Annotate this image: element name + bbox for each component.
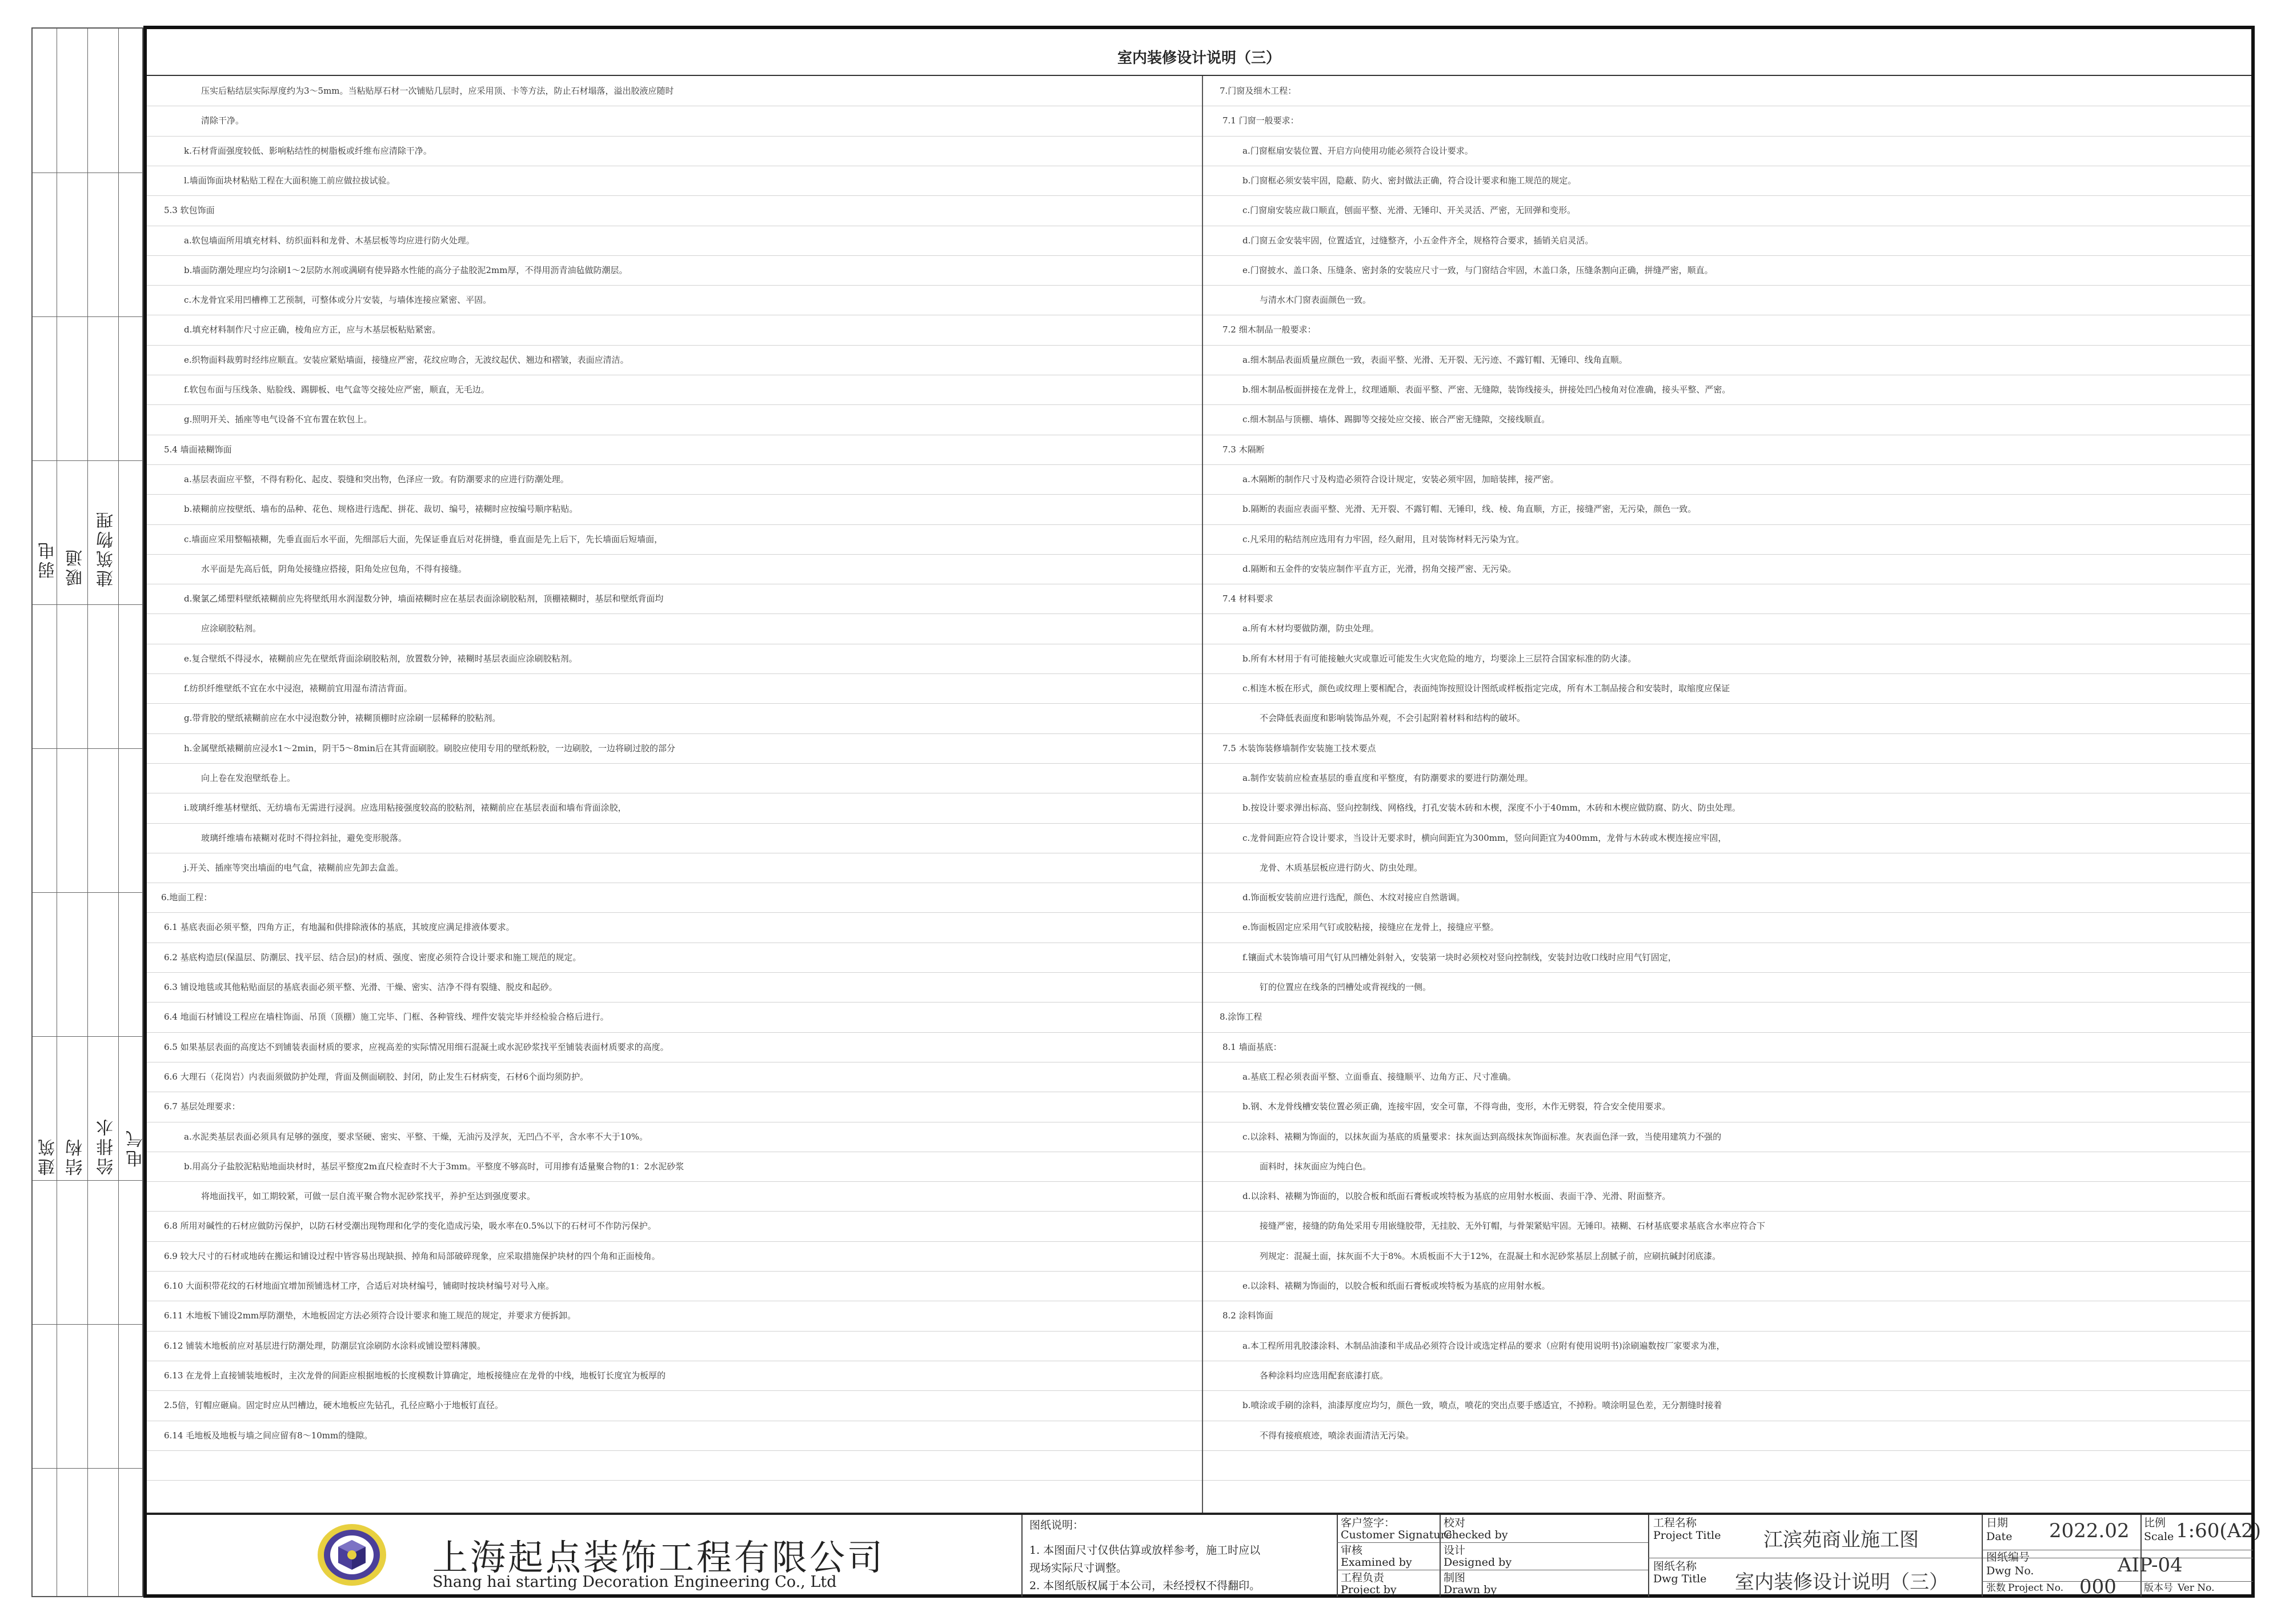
spec-right-line: 钉的位置应在线条的凹槽处或背视线的一侧。 <box>1260 982 1432 992</box>
spec-right-line: 与清水木门窗表面颜色一致。 <box>1260 295 1372 306</box>
checked-label-en: Checked by <box>1444 1529 1508 1541</box>
spec-right-line: 龙骨、木质基层板应进行防火、防虫处理。 <box>1260 862 1423 873</box>
dwg-title-label-cn: 图纸名称 <box>1653 1560 1697 1573</box>
spec-right-line: 不得有接痕痕迹，喷涂表面清洁无污染。 <box>1260 1430 1414 1441</box>
dwg-no-value: AIP-04 <box>2118 1554 2183 1577</box>
scale-label-en: Scale <box>2144 1530 2174 1543</box>
stamp-label-weak-current: 弱电 <box>38 540 58 579</box>
spec-left-line: d.填充材料制作尺寸应正确，棱角应方正，应与木基层板粘贴紧密。 <box>184 324 441 335</box>
spec-right-line: c.细木制品与顶棚、墙体、踢脚等交接处应交接、嵌合严密无缝隙，交接线顺直。 <box>1242 414 1550 425</box>
note-line-3: 2. 本图纸版权属于本公司，未经授权不得翻印。 <box>1029 1579 1261 1592</box>
project-no-label-en: Project No. <box>2008 1582 2064 1594</box>
spec-right-line: a.细木制品表面质量应颜色一致，表面平整、光滑、无开裂、无污迹、不露钉帽、无锤印、线角直顺。 <box>1242 354 1627 365</box>
spec-right-line: c.以涂料、裱糊为饰面的，以抹灰面为基底的质量要求：抹灰面达到高级抹灰饰面标准。灰表面色泽一致，当使用建筑力不强的 <box>1242 1131 1722 1142</box>
spec-left-line: a.水泥类基层表面必须具有足够的强度，要求坚硬、密实、平整、干燥，无油污及浮灰，无凹凸不平，含水率不大于10%。 <box>184 1131 648 1142</box>
designed-label-cn: 设计 <box>1444 1544 1466 1557</box>
spec-left-line: 6.12 铺装木地板前应对基层进行防潮处理，防潮层宜涂刷防水涂料或铺设塑料薄膜。 <box>164 1340 486 1351</box>
spec-left-line: k.石材背面强度较低、影响粘结性的树脂板或纤维布应清除干净。 <box>184 145 432 156</box>
note-line-1: 1. 本图面尺寸仅供估算或放样参考，施工时应以 <box>1029 1544 1261 1557</box>
designed-label-en: Designed by <box>1444 1556 1512 1569</box>
stamp-label-hvac: 暖通 <box>66 547 86 586</box>
scale-label-cn: 比例 <box>2144 1517 2166 1529</box>
stamp-label-electrical: 电气 <box>126 1128 146 1167</box>
spec-right-line: b.细木制品板面拼接在龙骨上，纹理通顺、表面平整、严密、无缝隙，装饰线接头，拼接处凹凸棱角对位准确，接头平整、严密。 <box>1242 384 1731 395</box>
title-block <box>147 1513 2262 1598</box>
spec-right-line: d.隔断和五金件的安装应制作平直方正，光滑，拐角交接严密、无污染。 <box>1242 563 1517 574</box>
spec-left-line: 6.8 所用对碱性的石材应做防污保护，以防石材受潮出现物理和化学的变化造成污染，吸水率在0.5%以下的石材可不作防污保护。 <box>164 1221 656 1232</box>
spec-left-line: a.软包墙面所用填充材料、纺织面料和龙骨、木基层板等均应进行防火处理。 <box>184 235 475 246</box>
stamp-label-architecture: 建筑 <box>38 1137 58 1176</box>
spec-right-line: 8.1 墙面基底： <box>1222 1041 1282 1052</box>
spec-right-line: e.门窗披水、盖口条、压缝条、密封条的安装应尺寸一致，与门窗结合牢固，木盖口条，压缝条割向正确，拼缝严密，顺直。 <box>1242 264 1713 275</box>
spec-left-line: 6.1 基底表面必须平整，四角方正，有地漏和供排除液体的基底，其坡度应满足排液体要求。 <box>164 922 515 933</box>
spec-left-line: g.照明开关、插座等电气设备不宜布置在软包上。 <box>184 414 372 425</box>
spec-right-line: 7.3 木隔断 <box>1222 444 1265 455</box>
spec-left-line: 水平面是先高后低，阴角处接缝应搭接，阳角处应包角，不得有接缝。 <box>201 563 467 574</box>
project-by-label-cn: 工程负责 <box>1341 1571 1385 1584</box>
spec-left-line: 2.5倍，钉帽应砸扁。固定时应从凹槽边，硬木地板应先钻孔，孔径应略小于地板钉直径。 <box>164 1400 503 1411</box>
checked-label-cn: 校对 <box>1444 1517 1466 1529</box>
spec-right-line: b.所有木材用于有可能接触火灾或靠近可能发生火灾危险的地方，均要涂上三层符合国家标准的防火漆。 <box>1242 653 1637 664</box>
note-line-2: 现场实际尺寸调整。 <box>1029 1562 1128 1574</box>
spec-right-line: 8.2 涂料饰面 <box>1222 1310 1273 1321</box>
spec-left-line: b.墙面防潮处理应均匀涂刷1～2层防水剂或满刷有使异路水性能的高分子盐胶泥2mm厚，不得用沥青油毡做防潮层。 <box>184 264 628 275</box>
spec-left-line: e.复合壁纸不得浸水，裱糊前应先在壁纸背面涂刷胶粘剂，放置数分钟，裱糊时基层表面应涂刷胶粘剂。 <box>184 653 578 664</box>
project-no-label-cn: 张数 <box>1986 1582 2006 1594</box>
spec-right-line: 7.1 门窗一般要求： <box>1222 115 1299 126</box>
project-title-label-cn: 工程名称 <box>1653 1517 1697 1529</box>
spec-left-line: f.纺织纤维壁纸不宜在水中浸泡，裱糊前宜用湿布清洁背面。 <box>184 683 412 693</box>
examined-label-cn: 审核 <box>1341 1544 1363 1557</box>
scale-value: 1:60(A2) <box>2176 1519 2262 1542</box>
project-title-label-en: Project Title <box>1653 1529 1721 1542</box>
spec-left-line: 6.地面工程： <box>161 892 213 903</box>
spec-left-line: 6.4 地面石材铺设工程应在墙柱饰面、吊顶（顶棚）施工完毕、门框、各种管线、埋件安装完毕并经检验合格后进行。 <box>164 1012 609 1022</box>
company-name-cn: 上海起点装饰工程有限公司 <box>432 1537 885 1578</box>
spec-left-line: f.软包布面与压线条、贴脸线、踢脚板、电气盒等交接处应严密，顺直，无毛边。 <box>184 384 490 395</box>
spec-left-line: 5.3 软包饰面 <box>164 205 215 216</box>
ver-label-cn: 版本号 <box>2144 1582 2173 1594</box>
spec-right-line: 各种涂料均应选用配套底漆打底。 <box>1260 1370 1389 1381</box>
project-by-label-en: Project by <box>1341 1583 1397 1596</box>
spec-right-line: a.木隔断的制作尺寸及构造必须符合设计规定，安装必须牢固，加暗装摔，接严密。 <box>1242 474 1559 484</box>
spec-right-line: 7.5 木装饰装修墙制作安装施工技术要点 <box>1222 743 1376 753</box>
spec-right-line: f.镶面式木装饰墙可用气钉从凹槽处斜射入，安装第一块时必须校对竖向控制线，安装封边收口线时应用气钉固定， <box>1242 952 1677 963</box>
spec-right-line: c.龙骨间距应符合设计要求，当设计无要求时，横向间距宜为300mm，竖向间距宜为400mm，龙骨与木砖或木楔连接应牢固， <box>1242 832 1727 843</box>
stamp-label-structure: 结构 <box>66 1137 86 1176</box>
spec-right-line: c.门窗扇安装应裁口顺直，刨面平整、光滑、无锤印、开关灵活、严密，无回弹和变形。 <box>1242 205 1576 216</box>
sheet-title: 室内装修设计说明（三） <box>1117 50 1281 67</box>
spec-right-line: b.按设计要求弹出标高、竖向控制线、网格线，打孔安装木砖和木楔，深度不小于40mm，木砖和木楔应做防腐、防火、防虫处理。 <box>1242 803 1741 813</box>
spec-left-line: 6.7 基层处理要求： <box>164 1101 240 1112</box>
spec-left-line: i.玻璃纤维基材壁纸、无纺墙布无需进行浸润。应选用粘接强度较高的胶粘剂，裱糊前应在基层表面和墙布背面涂胶， <box>184 803 627 813</box>
spec-left-line: 6.5 如果基层表面的高度达不到铺装表面材质的要求，应视高差的实际情况用细石混凝土或水泥砂浆找平至铺装表面材质要求的高度。 <box>164 1041 669 1052</box>
spec-right-line: 面料时，抹灰面应为纯白色。 <box>1260 1161 1372 1172</box>
date-label-en: Date <box>1986 1530 2013 1543</box>
spec-left-line: b.用高分子盐胶泥粘贴地面块材时，基层平整度2m直尺检查时不大于3mm。平整度不够高时，可用掺有适量聚合物的1：2水泥砂浆 <box>184 1161 684 1172</box>
company-logo-icon <box>316 1523 388 1587</box>
spec-right-line: b.钢、木龙骨线槽安装位置必须正确，连接牢固，安全可靠，不得弯曲，变形，木作无劈裂，符合安全使用要求。 <box>1242 1101 1671 1112</box>
dwg-title-label-en: Dwg Title <box>1653 1573 1707 1585</box>
spec-left-line: a.基层表面应平整，不得有粉化、起皮、裂缝和突出物，色泽应一致。有防潮要求的应进行防潮处理。 <box>184 474 569 484</box>
spec-right-line: a.本工程所用乳胶漆涂料、木制品油漆和半成品必须符合设计或选定样品的要求（应附有使用说明书)涂刷遍数按厂家要求为准， <box>1242 1340 1725 1351</box>
spec-left-line: l.墙面饰面块材粘贴工程在大面积施工前应做拉拔试验。 <box>184 175 395 186</box>
spec-left-line: g.带背胶的壁纸裱糊前应在水中浸泡数分钟，裱糊顶棚时应涂刷一层稀释的胶粘剂。 <box>184 713 501 724</box>
dwg-title-value: 室内装修设计说明（三） <box>1735 1571 1949 1594</box>
spec-left-line: 6.3 铺设地毯或其他粘贴面层的基底表面必须平整、光滑、干燥、密实、洁净不得有裂缝、脱皮和起砂。 <box>164 982 558 992</box>
spec-left-line: d.聚氯乙烯塑料壁纸裱糊前应先将壁纸用水润湿数分钟，墙面裱糊时应在基层表面涂刷胶粘剂，顶棚裱糊时，基层和壁纸背面均 <box>184 594 664 604</box>
notes-header: 图纸说明： <box>1029 1519 1084 1531</box>
spec-right-line: b.喷涂或手刷的涂料，油漆厚度应均匀，颜色一致，喷点，喷花的突出点要手感适宜，不掉粉。喷涂明显色差，无分割缝时接着 <box>1242 1400 1722 1411</box>
spec-left-line: 6.6 大理石（花岗岩）内表面须做防护处理，背面及侧面刷胶、封闭，防止发生石材病变，石材6个面均须防护。 <box>164 1071 589 1082</box>
spec-left-line: j.开关、插座等突出墙面的电气盒，裱糊前应先卸去盒盖。 <box>184 862 404 873</box>
spec-left-line: 向上卷在发泡壁纸卷上。 <box>201 772 296 783</box>
stamp-label-plumbing: 给排水 <box>97 1117 117 1175</box>
project-no-value: 000 <box>2079 1575 2116 1598</box>
spec-left-line: 6.9 较大尺寸的石材或地砖在搬运和铺设过程中皆容易出现缺损、掉角和局部破碎现象，应采取措施保护块材的四个角和正面棱角。 <box>164 1250 660 1261</box>
spec-left-line: 玻璃纤维墙布裱糊对花时不得拉斜扯，避免变形脱落。 <box>201 832 407 843</box>
spec-right-line: 接缝严密，接缝的防角处采用专用嵌缝胶带，无挂胶、无外钉帽，与骨架紧贴牢固。无锤印。裱糊、石材基底要求基底含水率应符合下 <box>1260 1221 1766 1232</box>
spec-right-line: e.以涂料、裱糊为饰面的，以胶合板和纸面石膏板或埃特板为基底的应用射水板。 <box>1242 1281 1550 1291</box>
company-name-en: Shang hai starting Decoration Engineering Co., Ltd <box>432 1573 837 1591</box>
spec-right-line: b.隔断的表面应表面平整、光滑、无开裂、不露钉帽、无锤印，线、棱、角直顺，方正，接缝严密，无污染，颜色一致。 <box>1242 504 1697 515</box>
dwg-no-label-cn: 图纸编号 <box>1986 1551 2030 1563</box>
spec-right-line: e.饰面板固定应采用气钉或胶粘接，接缝应在龙骨上，接缝应平整。 <box>1242 922 1499 933</box>
spec-right-line: 不会降低表面度和影响装饰品外观，不会引起附着材料和结构的破坏。 <box>1260 713 1526 724</box>
spec-left-line: b.裱糊前应按壁纸、墙布的品种、花色、规格进行选配、拼花、裁切、编号，裱糊时应按编号顺序粘贴。 <box>184 504 578 515</box>
ver-label-en: Ver No. <box>2178 1582 2215 1594</box>
spec-left-line: e.织物面料裁剪时经纬应顺直。安装应紧贴墙面，接缝应严密，花纹应吻合，无波纹起伏、翘边和褶皱，表面应清洁。 <box>184 354 629 365</box>
spec-right-line: d.门窗五金安装牢固，位置适宜，过缝整齐，小五金件齐全，规格符合要求，插销关启灵活。 <box>1242 235 1594 246</box>
spec-left-line: 6.10 大面积带花纹的石材地面宜增加预铺选材工序，合适后对块材编号，铺砌时按块材编号对号入座。 <box>164 1281 555 1291</box>
drawn-label-cn: 制图 <box>1444 1571 1466 1584</box>
spec-right-line: d.饰面板安装前应进行选配，颜色、木纹对接应自然谐调。 <box>1242 892 1465 903</box>
spec-left-line: 应涂刷胶粘剂。 <box>201 623 262 634</box>
date-value: 2022.02 <box>2049 1519 2130 1542</box>
spec-right-line: c.相连木板在形式，颜色或纹理上要相配合，表面纯饰按照设计图纸或样板指定完成，所有木工制品接合和安装时，取缩度应保证 <box>1242 683 1730 693</box>
spec-right-line: d.以涂料、裱糊为饰面的，以胶合板和纸面石膏板或埃特板为基底的应用射水板面、表面干净、光滑、附面整齐。 <box>1242 1191 1671 1202</box>
examined-label-en: Examined by <box>1341 1556 1412 1569</box>
spec-right-line: 列规定：混凝土面，抹灰面不大于8%。木质板面不大于12%，在混凝土和水泥砂浆基层上刮腻子前，应刷抗碱封闭底漆。 <box>1260 1250 1721 1261</box>
spec-right-line: 7.门窗及细木工程： <box>1220 86 1297 96</box>
spec-right-line: a.所有木材均要做防潮，防虫处理。 <box>1242 623 1379 634</box>
spec-right-line: c.凡采用的粘结剂应选用有力牢固，经久耐用，且对装饰材料无污染为宜。 <box>1242 534 1525 544</box>
spec-left-line: c.墙面应采用整幅裱糊，先垂直面后水平面，先细部后大面，先保证垂直后对花拼缝，垂直面是先上后下，先长墙面后短墙面， <box>184 534 663 544</box>
approval-stamp-column <box>31 27 146 1597</box>
spec-left-line: 将地面找平，如工期较紧，可做一层自流平聚合物水泥砂浆找平，养护至达到强度要求。 <box>201 1191 536 1202</box>
spec-left-line: 5.4 墙面裱糊饰面 <box>164 444 232 455</box>
spec-left-line: 6.2 基底构造层(保温层、防潮层、找平层、结合层)的材质、强度、密度必须符合设计要求和施工规范的规定。 <box>164 952 582 963</box>
drawing-frame <box>143 26 2262 1598</box>
spec-right-line: b.门窗框必须安装牢固，隐蔽、防火、密封做法正确，符合设计要求和施工规范的规定。 <box>1242 175 1577 186</box>
stamp-label-building-physics: 建筑物理 <box>97 510 117 587</box>
customer-signature-label-cn: 客户签字： <box>1341 1517 1396 1529</box>
spec-left-line: 6.13 在龙骨上直接铺装地板时，主次龙骨的间距应根据地板的长度模数计算确定，地板接缝应在龙骨的中线，地板钉长度宜为板厚的 <box>164 1370 666 1381</box>
spec-left-line: c.木龙骨宜采用凹槽榫工艺预制，可整体或分片安装，与墙体连接应紧密、平固。 <box>184 295 492 306</box>
spec-left-line: 6.14 毛地板及地板与墙之间应留有8～10mm的缝隙。 <box>164 1430 373 1441</box>
spec-right-line: a.制作安装前应检查基层的垂直度和平整度，有防潮要求的要进行防潮处理。 <box>1242 772 1533 783</box>
drawn-label-en: Drawn by <box>1444 1583 1497 1596</box>
spec-left-line: 清除干净。 <box>201 115 244 126</box>
date-label-cn: 日期 <box>1986 1517 2009 1529</box>
spec-left-line: h.金属壁纸裱糊前应浸水1～2min，阴干5～8min后在其背面刷胶。刷胶应使用专用的壁纸粉胶，一边刷胶，一边将刷过胶的部分 <box>184 743 675 753</box>
spec-right-line: 7.4 材料要求 <box>1222 594 1273 604</box>
spec-right-line: a.基底工程必须表面平整、立面垂直、接缝顺平、边角方正、尺寸准确。 <box>1242 1071 1516 1082</box>
spec-left-line: 压实后粘结层实际厚度约为3～5mm。当粘贴厚石材一次铺贴几层时，应采用顶、卡等方法，防止石材塌落，溢出胶液应随时 <box>201 86 674 96</box>
dwg-no-label-en: Dwg No. <box>1986 1565 2034 1577</box>
spec-right-line: a.门窗框扇安装位置、开启方向使用功能必须符合设计要求。 <box>1242 145 1473 156</box>
spec-left-line: 6.11 木地板下铺设2mm厚防潮垫，木地板固定方法必须符合设计要求和施工规范的规定，并要求方便拆卸。 <box>164 1310 576 1321</box>
project-title-value: 江滨苑商业施工图 <box>1763 1529 1919 1551</box>
customer-signature-label-en: Customer Signature <box>1341 1529 1453 1541</box>
spec-right-line: 7.2 细木制品一般要求： <box>1222 324 1316 335</box>
spec-right-line: 8.涂饰工程 <box>1220 1012 1262 1022</box>
